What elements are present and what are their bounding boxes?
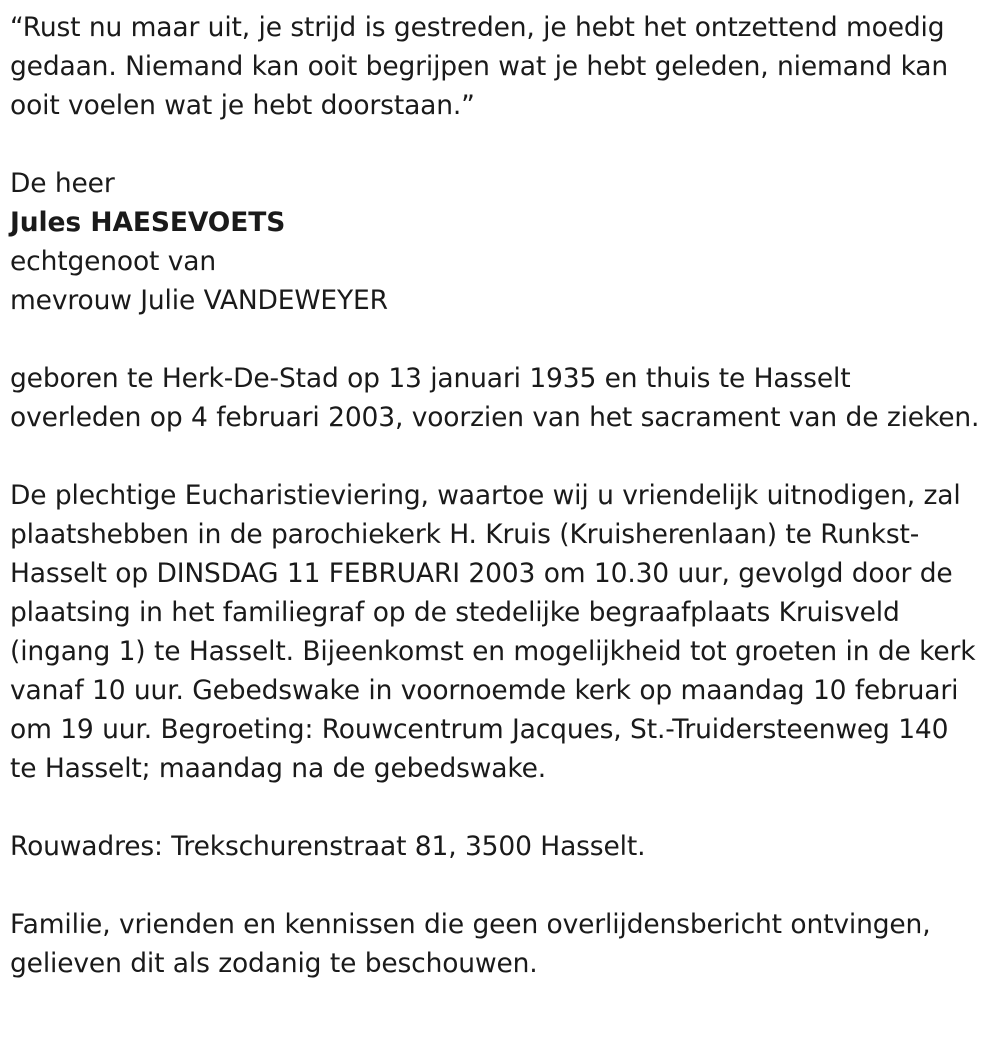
memorial-quote-line-2: gedaan. Niemand kan ooit begrijpen wat je hebt geleden, niemand kan bbox=[10, 51, 949, 82]
deceased-salutation: De heer bbox=[10, 168, 115, 199]
birth-line: geboren te Herk-De-Stad op 13 januari 1935 en thuis te Hasselt bbox=[10, 363, 851, 394]
mourning-address-block bbox=[10, 827, 982, 866]
closing-note-block bbox=[10, 905, 982, 983]
service-line-8: te Hasselt; maandag na de gebedswake. bbox=[10, 753, 547, 784]
spacer-after-address bbox=[10, 866, 982, 905]
closing-note-line-1: Familie, vrienden en kennissen die geen overlijdensbericht ontvingen, bbox=[10, 909, 931, 940]
memorial-quote-line-1: “Rust nu maar uit, je strijd is gestreden, je hebt het ontzettend moedig bbox=[10, 12, 945, 43]
service-line-5: (ingang 1) te Hasselt. Bijeenkomst en mogelijkheid tot groeten in de kerk bbox=[10, 636, 976, 667]
deceased-spouse-name: mevrouw Julie VANDEWEYER bbox=[10, 285, 388, 316]
mourning-address-line: Rouwadres: Trekschurenstraat 81, 3500 Hasselt. bbox=[10, 831, 646, 862]
memorial-quote-line-3: ooit voelen wat je hebt doorstaan.” bbox=[10, 90, 475, 121]
deceased-name: Jules HAESEVOETS bbox=[10, 207, 286, 238]
spacer-after-service bbox=[10, 788, 982, 827]
deceased-relation-label: echtgenoot van bbox=[10, 246, 217, 277]
service-line-7: om 19 uur. Begroeting: Rouwcentrum Jacques, St.-Truidersteenweg 140 bbox=[10, 714, 949, 745]
service-details-block bbox=[10, 476, 982, 788]
service-line-4: plaatsing in het familiegraf op de stedelijke begraafplaats Kruisveld bbox=[10, 597, 900, 628]
service-line-6: vanaf 10 uur. Gebedswake in voornoemde kerk op maandag 10 februari bbox=[10, 675, 959, 706]
service-line-1: De plechtige Eucharistieviering, waartoe wij u vriendelijk uitnodigen, zal bbox=[10, 480, 961, 511]
service-line-3: Hasselt op DINSDAG 11 FEBRUARI 2003 om 10.30 uur, gevolgd door de bbox=[10, 558, 953, 589]
memorial-quote bbox=[10, 8, 982, 125]
life-dates-block bbox=[10, 359, 982, 437]
service-line-2: plaatshebben in de parochiekerk H. Kruis (Kruisherenlaan) te Runkst- bbox=[10, 519, 920, 550]
deceased-block bbox=[10, 164, 982, 320]
spacer-after-deceased bbox=[10, 320, 982, 359]
death-line: overleden op 4 februari 2003, voorzien van het sacrament van de zieken. bbox=[10, 402, 980, 433]
closing-note-line-2: gelieven dit als zodanig te beschouwen. bbox=[10, 948, 538, 979]
spacer-after-quote bbox=[10, 125, 982, 164]
spacer-after-life-dates bbox=[10, 437, 982, 476]
